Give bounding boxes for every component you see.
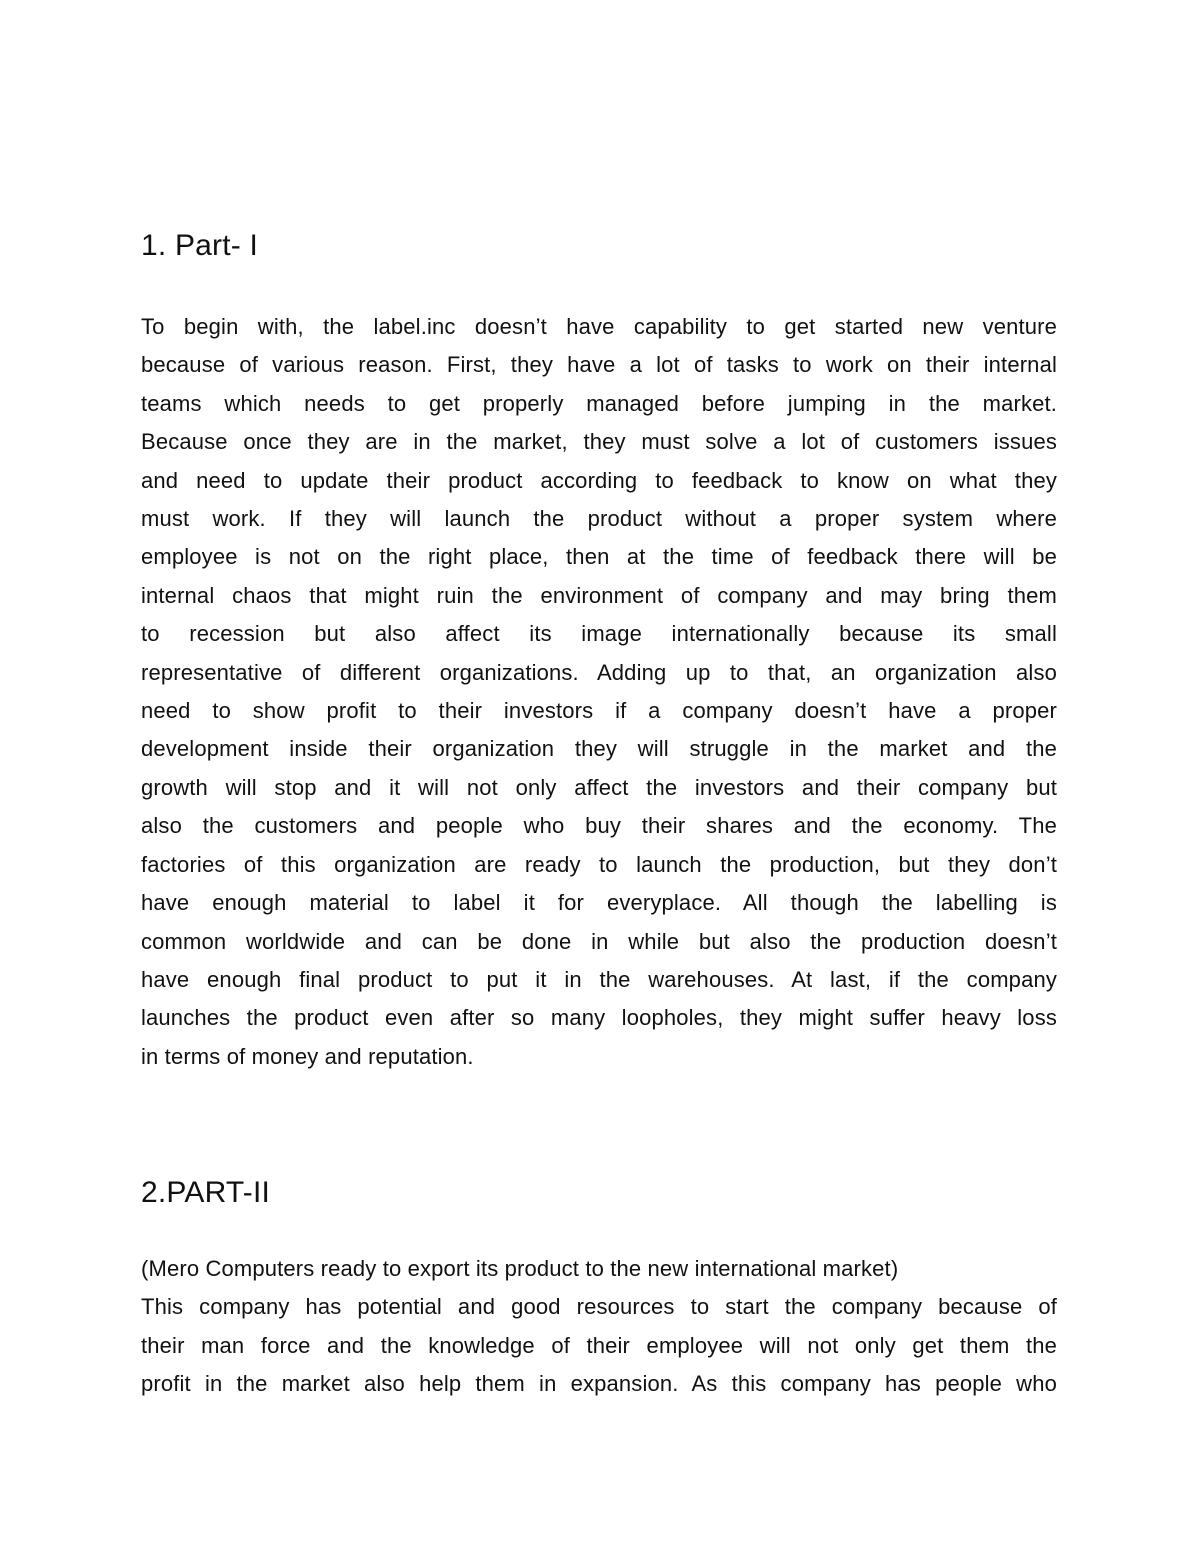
text-line: development inside their organization they will struggle in the market and the: [141, 736, 1057, 762]
text-line: also the customers and people who buy their shares and the economy. The: [141, 813, 1057, 839]
text-line: internal chaos that might ruin the environment of company and may bring them: [141, 582, 1057, 608]
text-line: factories of this organization are ready to launch the production, but they don’t: [141, 851, 1057, 877]
text-line: Because once they are in the market, they must solve a lot of customers issues: [141, 429, 1057, 455]
text-line: To begin with, the label.inc doesn’t have capability to get started new venture: [141, 314, 1057, 339]
text-line: teams which needs to get properly managed before jumping in the market.: [141, 390, 1057, 416]
text-line: common worldwide and can be done in while but also the production doesn’t: [141, 928, 1057, 954]
section-heading-part-1: 1. Part- I: [141, 229, 259, 262]
text-line: growth will stop and it will not only affect the investors and their company but: [141, 774, 1057, 800]
paragraph-part-2: [141, 1288, 1057, 1403]
text-line: must work. If they will launch the product without a proper system where: [141, 506, 1057, 532]
text-line: This company has potential and good resources to start the company because of: [141, 1294, 1057, 1320]
text-line: profit in the market also help them in expansion. As this company has people who: [141, 1371, 1057, 1397]
text-line: their man force and the knowledge of their employee will not only get them the: [141, 1332, 1057, 1358]
section-part-1: [141, 228, 1057, 264]
text-line: need to show profit to their investors if a company doesn’t have a proper: [141, 698, 1057, 724]
section-heading-part-2: 2.PART-II: [141, 1176, 271, 1209]
text-line: to recession but also affect its image internationally because its small: [141, 621, 1057, 647]
text-line: because of various reason. First, they have a lot of tasks to work on their internal: [141, 352, 1057, 378]
section-part-2: [141, 1175, 1057, 1211]
text-line: employee is not on the right place, then at the time of feedback there will be: [141, 544, 1057, 570]
text-line: and need to update their product according to feedback to know on what they: [141, 467, 1057, 493]
section-part-2-body: [141, 1250, 1057, 1404]
text-line: have enough material to label it for everyplace. All though the labelling is: [141, 890, 1057, 916]
paragraph-part-1: [141, 308, 1057, 1076]
text-line: have enough final product to put it in the warehouses. At last, if the company: [141, 966, 1057, 992]
text-line: launches the product even after so many loopholes, they might suffer heavy loss: [141, 1005, 1057, 1031]
section-subtitle: (Mero Computers ready to export its product to the new international market): [141, 1256, 899, 1281]
section-part-1-body: [141, 308, 1057, 1076]
text-line: representative of different organizations. Adding up to that, an organization also: [141, 659, 1057, 685]
text-line: in terms of money and reputation.: [141, 1043, 474, 1069]
